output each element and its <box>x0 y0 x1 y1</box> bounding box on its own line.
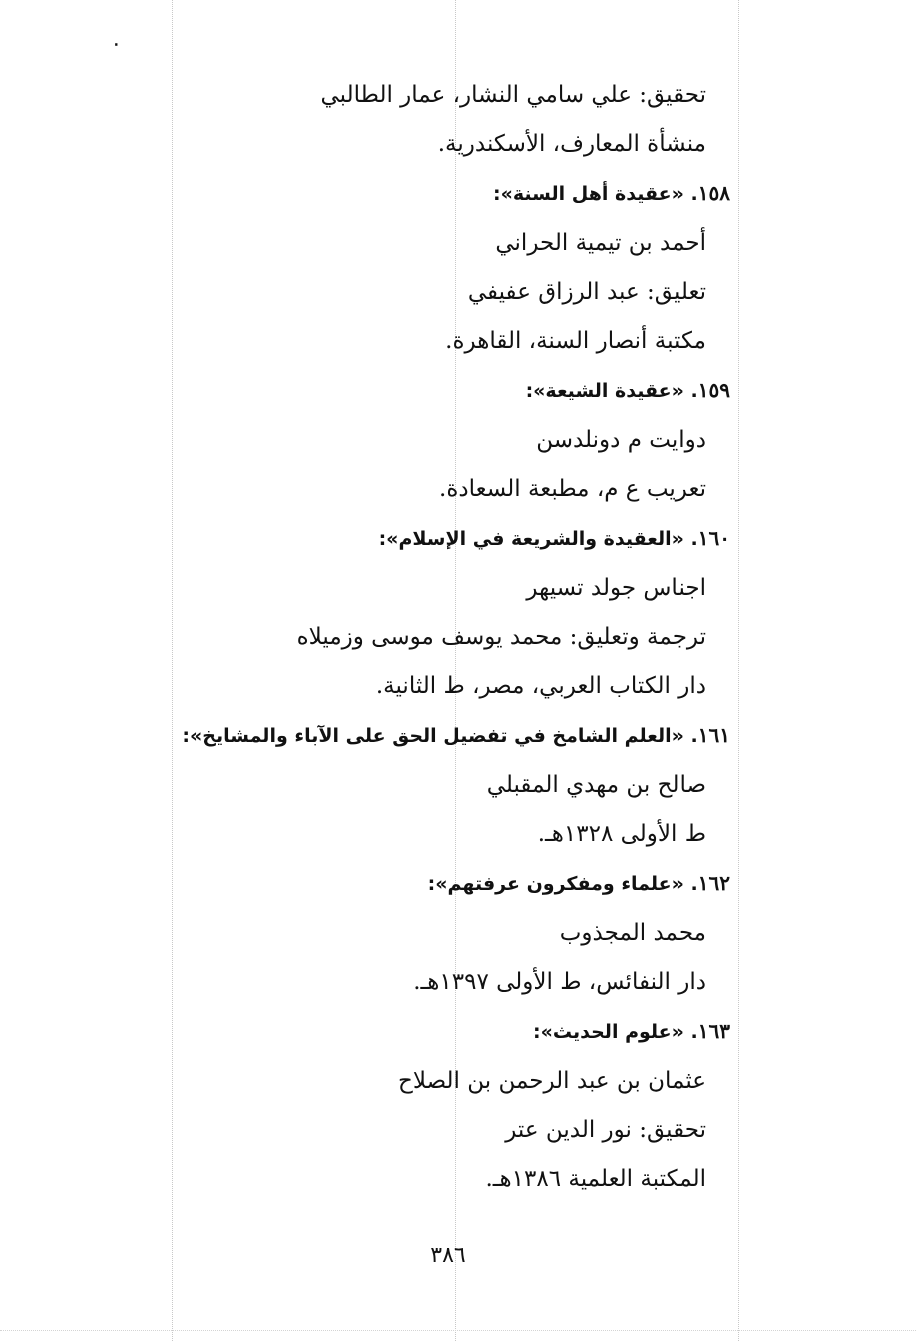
entry-number: ١٥٩ <box>697 378 730 402</box>
entry-title: «عقيدة أهل السنة»: <box>493 183 684 205</box>
entry-title: «العلم الشامخ في تفضيل الحق على الآباء والمشايخ»: <box>182 725 684 747</box>
scan-guide-line <box>738 0 739 1341</box>
entry-number: ١٦٢ <box>697 871 730 895</box>
entry-title: «علماء ومفكرون عرفتهم»: <box>427 873 684 895</box>
entry-line: تحقيق: نور الدين عتر <box>505 1117 706 1143</box>
entry-line: ترجمة وتعليق: محمد يوسف موسى وزميلاه <box>296 624 706 650</box>
entry-line: تعليق: عبد الرزاق عفيفي <box>467 279 706 305</box>
entry-heading: ١٦٢. «علماء ومفكرون عرفتهم»: <box>427 871 730 895</box>
entry-heading: ١٦٣. «علوم الحديث»: <box>533 1019 730 1043</box>
entry-line: أحمد بن تيمية الحراني <box>495 230 706 256</box>
entry-line: صالح بن مهدي المقبلي <box>486 772 706 798</box>
bibliography-list <box>130 80 730 1213</box>
entry-line: دار النفائس، ط الأولى ١٣٩٧هـ. <box>413 969 706 995</box>
entry-line: اجناس جولد تسيهر <box>526 575 706 601</box>
entry-line: المكتبة العلمية ١٣٨٦هـ. <box>485 1166 706 1192</box>
entry-number: ١٦١ <box>697 723 730 747</box>
entry-line: محمد المجذوب <box>559 920 706 946</box>
entry-title: «عقيدة الشيعة»: <box>525 380 684 402</box>
entry-line: ط الأولى ١٣٢٨هـ. <box>537 821 706 847</box>
entry-number: ١٦٣ <box>697 1019 730 1043</box>
entry-heading: ١٥٨. «عقيدة أهل السنة»: <box>493 181 730 205</box>
entry-line: دار الكتاب العربي، مصر، ط الثانية. <box>375 673 706 699</box>
entry-heading: ١٦٠. «العقيدة والشريعة في الإسلام»: <box>378 526 730 550</box>
entry-heading: ١٥٩. «عقيدة الشيعة»: <box>525 378 730 402</box>
entry-number: ١٦٠ <box>697 526 730 550</box>
corner-mark: ٠ <box>112 34 121 53</box>
entry-title: «علوم الحديث»: <box>533 1021 684 1043</box>
scan-guide-line <box>0 1330 916 1331</box>
entry-line: عثمان بن عبد الرحمن بن الصلاح <box>398 1068 706 1094</box>
entry-line: مكتبة أنصار السنة، القاهرة. <box>445 328 706 354</box>
entry-line: منشأة المعارف، الأسكندرية. <box>437 131 706 157</box>
entry-title: «العقيدة والشريعة في الإسلام»: <box>378 528 684 550</box>
page-number: ٣٨٦ <box>430 1243 466 1268</box>
entry-line: تعريب ع م، مطبعة السعادة. <box>439 476 706 502</box>
entry-number: ١٥٨ <box>697 181 730 205</box>
entry-line: دوايت م دونلدسن <box>536 427 706 453</box>
entry-heading: ١٦١. «العلم الشامخ في تفضيل الحق على الآباء والمشايخ»: <box>182 723 730 747</box>
entry-line: تحقيق: علي سامي النشار، عمار الطالبي <box>320 82 706 108</box>
